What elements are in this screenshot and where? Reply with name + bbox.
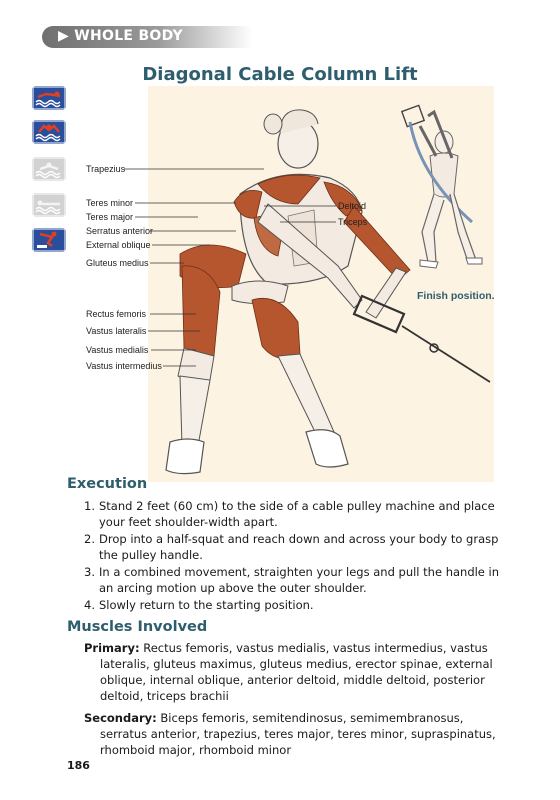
swim-butterfly-icon: [32, 120, 66, 144]
muscle-anatomy-drawing: [148, 86, 494, 482]
execution-step: 2. Drop into a half-squat and reach down and across your body to grasp the pulley handle.: [84, 532, 499, 562]
finish-position-caption: Finish position.: [417, 290, 495, 302]
primary-label: Primary:: [84, 641, 140, 655]
secondary-label: Secondary:: [84, 711, 157, 725]
swim-freestyle-icon: [32, 86, 66, 110]
label-rectus-femoris: Rectus femoris: [86, 309, 147, 319]
execution-step: 3. In a combined movement, straighten your legs and pull the handle in an arcing motion up above the outer shoulder.: [84, 565, 500, 595]
swim-backstroke-icon: [32, 193, 66, 217]
muscles-heading: Muscles Involved: [67, 619, 208, 635]
swim-start-dive-icon: [32, 228, 66, 252]
label-trapezius: Trapezius: [86, 164, 126, 174]
exercise-title: Diagonal Cable Column Lift: [142, 64, 418, 85]
label-deltoid: Deltoid: [338, 201, 367, 211]
secondary-muscles: [84, 710, 496, 758]
muscles-list: [84, 640, 496, 764]
label-teres-minor: Teres minor: [86, 198, 134, 208]
execution-step: 4. Slowly return to the starting position.: [84, 598, 314, 612]
primary-text: Rectus femoris, vastus medialis, vastus intermedius, vastus lateralis, gluteus maximus, gluteus medius, erector spinae, external oblique, internal oblique, anterior deltoid, middle deltoid, posterior deltoid, triceps brachii: [100, 641, 493, 703]
label-triceps: Triceps: [338, 217, 368, 227]
label-vastus-medialis: Vastus medialis: [86, 345, 149, 355]
execution-steps: [84, 498, 504, 614]
label-vastus-lateralis: Vastus lateralis: [86, 326, 147, 336]
label-gluteus-medius: Gluteus medius: [86, 258, 149, 268]
label-serratus-anterior: Serratus anterior: [86, 226, 154, 236]
section-header-label: ▶ WHOLE BODY: [58, 28, 183, 44]
label-vastus-intermedius: Vastus intermedius: [86, 361, 162, 371]
execution-heading: Execution: [67, 476, 148, 492]
page-number: 186: [67, 759, 90, 772]
primary-muscles: [84, 640, 496, 704]
secondary-text: Biceps femoris, semitendinosus, semimembranosus, serratus anterior, trapezius, teres major, teres minor, supraspinatus, rhomboid major, rhomboid minor: [100, 711, 496, 757]
label-external-oblique: External oblique: [86, 240, 151, 250]
section-header-tab: [42, 26, 252, 48]
execution-step: 1. Stand 2 feet (60 cm) to the side of a cable pulley machine and place your feet shoulder-width apart.: [84, 499, 495, 529]
label-teres-major: Teres major: [86, 212, 134, 222]
exercise-illustration: [148, 86, 494, 482]
swim-breaststroke-icon: [32, 157, 66, 181]
